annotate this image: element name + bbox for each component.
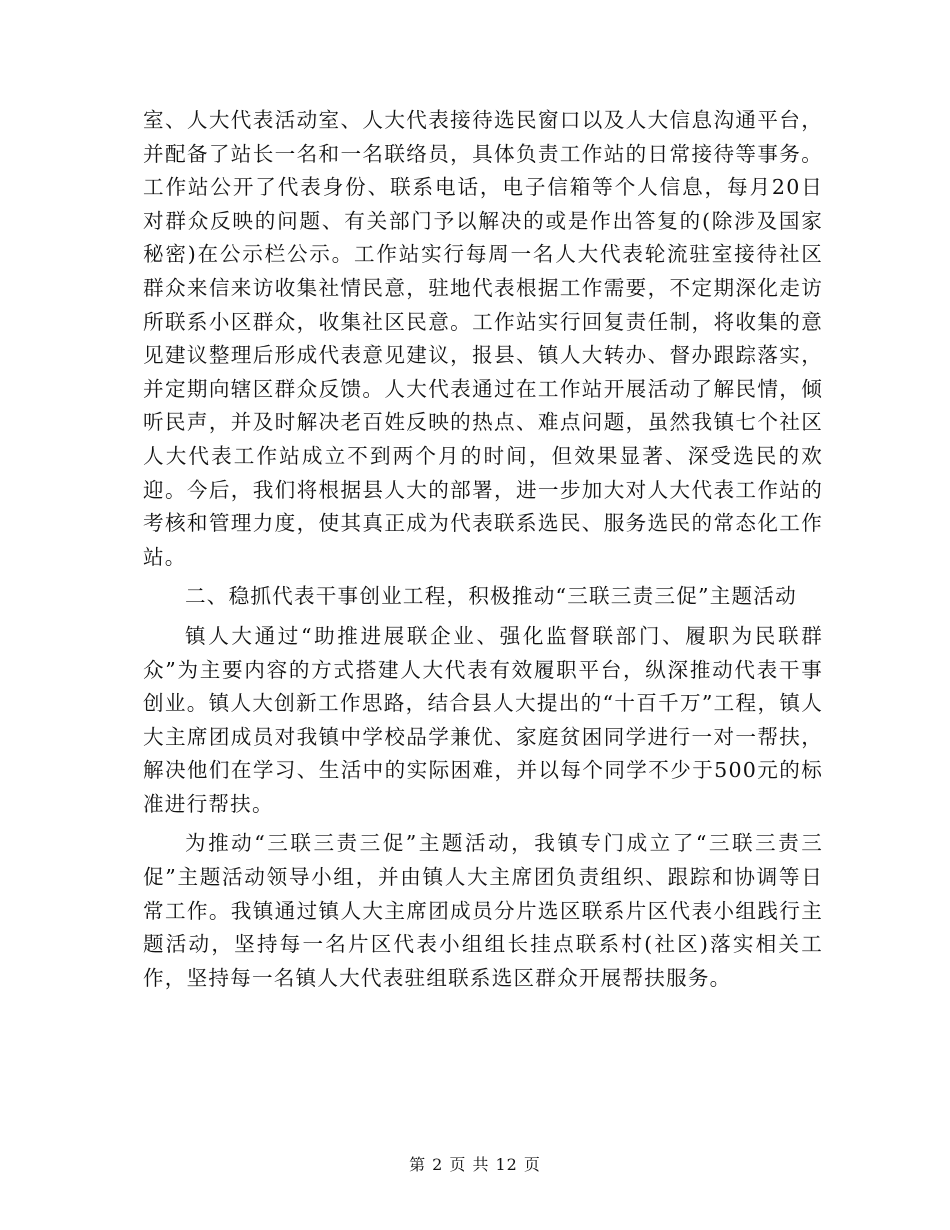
section-heading: 二、稳抓代表干事创业工程，积极推动“三联三责三促”主题活动 <box>185 584 797 609</box>
total-pages: 12 <box>495 1155 518 1174</box>
body-text <box>143 104 823 995</box>
footer-suffix: 页 <box>523 1155 541 1174</box>
paragraph: 镇人大通过“助推进展联企业、强化监督联部门、履职为民联群众”为主要内容的方式搭建人大代表有效履职平台，纵深推动代表干事创业。镇人大创新工作思路，结合县人大提出的“十百千万”工程，镇人大主席团成员对我镇中学校品学兼优、家庭贫困同学进行一对一帮扶，解决他们在学习、生活中的实际困难，并以每个同学不少于500元的标准进行帮扶。 <box>143 623 823 816</box>
footer-middle: 页 共 <box>449 1155 490 1174</box>
footer-prefix: 第 <box>409 1155 427 1174</box>
paragraph: 为推动“三联三责三促”主题活动，我镇专门成立了“三联三责三促”主题活动领导小组，并由镇人大主席团负责组织、跟踪和协调等日常工作。我镇通过镇人大主席团成员分片选区联系片区代表小组践行主题活动，坚持每一名片区代表小组组长挂点联系村(社区)落实相关工作，坚持每一名镇人大代表驻组联系选区群众开展帮扶服务。 <box>143 831 823 990</box>
paragraph-continuation: 室、人大代表活动室、人大代表接待选民窗口以及人大信息沟通平台，并配备了站长一名和一名联络员，具体负责工作站的日常接待等事务。工作站公开了代表身份、联系电话，电子信箱等个人信息，每月20日对群众反映的问题、有关部门予以解决的或是作出答复的(除涉及国家秘密)在公示栏公示。工作站实行每周一名人大代表轮流驻室接待社区群众来信来访收集社情民意，驻地代表根据工作需要，不定期深化走访所联系小区群众，收集社区民意。工作站实行回复责任制，将收集的意见建议整理后形成代表意见建议，报县、镇人大转办、督办跟踪落实，并定期向辖区群众反馈。人大代表通过在工作站开展活动了解民情，倾听民声，并及时解决老百姓反映的热点、难点问题，虽然我镇七个社区人大代表工作站成立不到两个月的时间，但效果显著、深受选民的欢迎。今后，我们将根据县人大的部署，进一步加大对人大代表工作站的考核和管理力度，使其真正成为代表联系选民、服务选民的常态化工作站。 <box>143 108 823 569</box>
page-footer <box>0 1152 950 1175</box>
page-number: 2 <box>432 1155 444 1174</box>
